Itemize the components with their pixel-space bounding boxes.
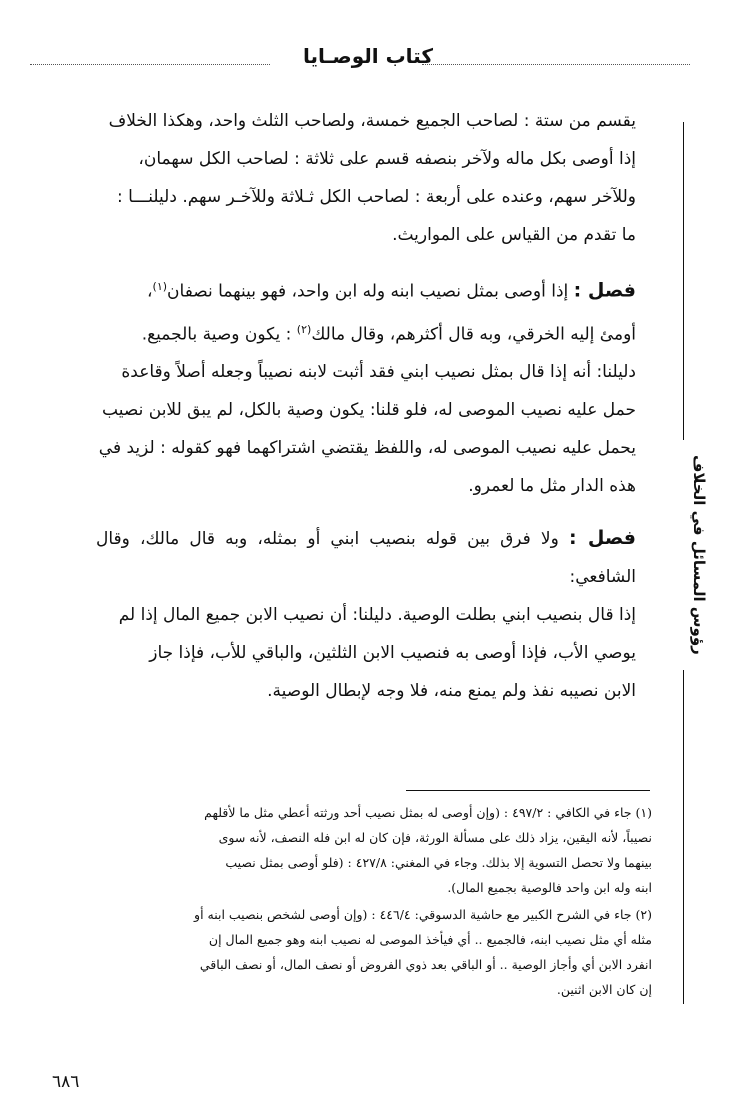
footnote-line: مثله أي مثل نصيب ابنه، فالجميع .. أي فيأخذ الموصى له نصيب ابنه وهو جميع المال إن <box>208 932 652 947</box>
paragraph-2 <box>96 268 636 505</box>
body-line: حمل عليه نصيب الموصى له، فلو قلنا: يكون وصية بالكل، لم يبق للابن نصيب <box>102 400 636 421</box>
body-line: يقسم من ستة : لصاحب الجميع خمسة، ولصاحب الثلث واحد، وهكذا الخلاف <box>108 111 636 131</box>
footnote-line: انفرد الابن أي وأجاز الوصية .. أو الباقي بعد ذوي الفروض أو نصف المال، أو نصف الباقي <box>199 957 652 972</box>
footnote-marker: (١) <box>635 805 652 820</box>
footnote-1 <box>96 800 652 900</box>
footnotes <box>96 800 652 1004</box>
body-line: ما تقدم من القياس على المواريث. <box>392 225 636 245</box>
body-line-text: إذا أوصى بمثل نصيب ابنه وله ابن واحد، فهو بينهما نصفان <box>167 281 569 302</box>
footnote-ref-1[interactable]: (١) <box>152 280 168 293</box>
footnote-marker: (٢) <box>635 907 652 922</box>
footnote-line: نصيباً، لأنه اليقين، يزاد ذلك على مسألة الورثة، فإن كان له ابن فله النصف، لأنه سوى <box>218 830 652 845</box>
footnote-line: ابنه وله ابن واحد فالوصية بجميع المال). <box>447 880 652 895</box>
body-line-text: : يكون وصية بالجميع. <box>141 324 297 345</box>
section-lead-fasl: فصل : <box>573 279 636 302</box>
section-lead-fasl: فصل : <box>568 527 636 550</box>
footnote-line: إن كان الابن اثنين. <box>556 982 652 997</box>
body-line: دليلنا: أنه إذا قال بمثل نصيب ابني فقد أثبت لابنه نصيباً وجعله أصلاً وقاعدة <box>121 362 636 383</box>
footnote-line <box>96 902 652 927</box>
footnote-line-text: جاء في الشرح الكبير مع حاشية الدسوقي: ٤٤٦/٤ : (وإن أوصى لشخص بنصيب ابنه أو <box>194 907 632 922</box>
body-line: إذا قال بنصيب ابني بطلت الوصية. دليلنا: أن نصيب الابن جميع المال إذا لم <box>118 605 636 626</box>
body-line: الابن نصيبه نفذ ولم يمنع منه، فلا وجه لإبطال الوصية. <box>267 681 636 702</box>
side-rule-bottom <box>683 670 684 1004</box>
footnote-line-text: جاء في الكافي : ٤٩٧/٢ : (وإن أوصى له بمثل نصيب أحد ورثته أعطي مثل ما لأقلهم <box>204 805 632 820</box>
paragraph-1 <box>96 102 636 254</box>
side-running-title: رؤوس المسائل في الخلاف <box>690 455 708 655</box>
body-line-text: أومئ إليه الخرقي، وبه قال أكثرهم، وقال مالك <box>311 324 636 345</box>
main-body-text <box>96 102 636 724</box>
side-rule-top <box>683 122 684 440</box>
punctuation: ، <box>147 281 153 302</box>
body-line <box>96 268 636 311</box>
body-line: يوصي الأب، فإذا أوصى به فنصيب الابن الثلثين، والباقي للأب، فإذا جاز <box>149 643 636 664</box>
body-line-text: ولا فرق بين قوله بنصيب ابني أو بمثله، وبه قال مالك، وقال الشافعي: <box>96 529 636 588</box>
body-line <box>96 519 636 596</box>
footnote-ref-2[interactable]: (٢) <box>296 322 312 336</box>
body-line: إذا أوصى بكل ماله ولآخر بنصفه قسم على ثلاثة : لصاحب الكل سهمان، <box>138 149 636 169</box>
footnote-line <box>96 800 652 825</box>
footnote-2 <box>96 902 652 1002</box>
paragraph-3 <box>96 519 636 710</box>
running-header-title: كتاب الوصـايا <box>303 44 433 68</box>
body-line: يحمل عليه نصيب الموصى له، واللفظ يقتضي اشتراكهما فهو كقوله : لزيد في <box>98 438 636 459</box>
footnote-separator <box>406 790 650 791</box>
body-line: هذه الدار مثل ما لعمرو. <box>468 476 636 497</box>
body-line <box>96 311 636 354</box>
footnote-line: بينهما ولا تحصل التسوية إلا بذلك. وجاء في المغني: ٤٢٧/٨ : (فلو أوصى بمثل نصيب <box>225 855 652 870</box>
body-line: وللآخر سهم، وعنده على أربعة : لصاحب الكل ثـلاثة وللآخـر سهم. دليلنـــا : <box>117 187 636 207</box>
page-number: ٦٨٦ <box>52 1072 80 1092</box>
